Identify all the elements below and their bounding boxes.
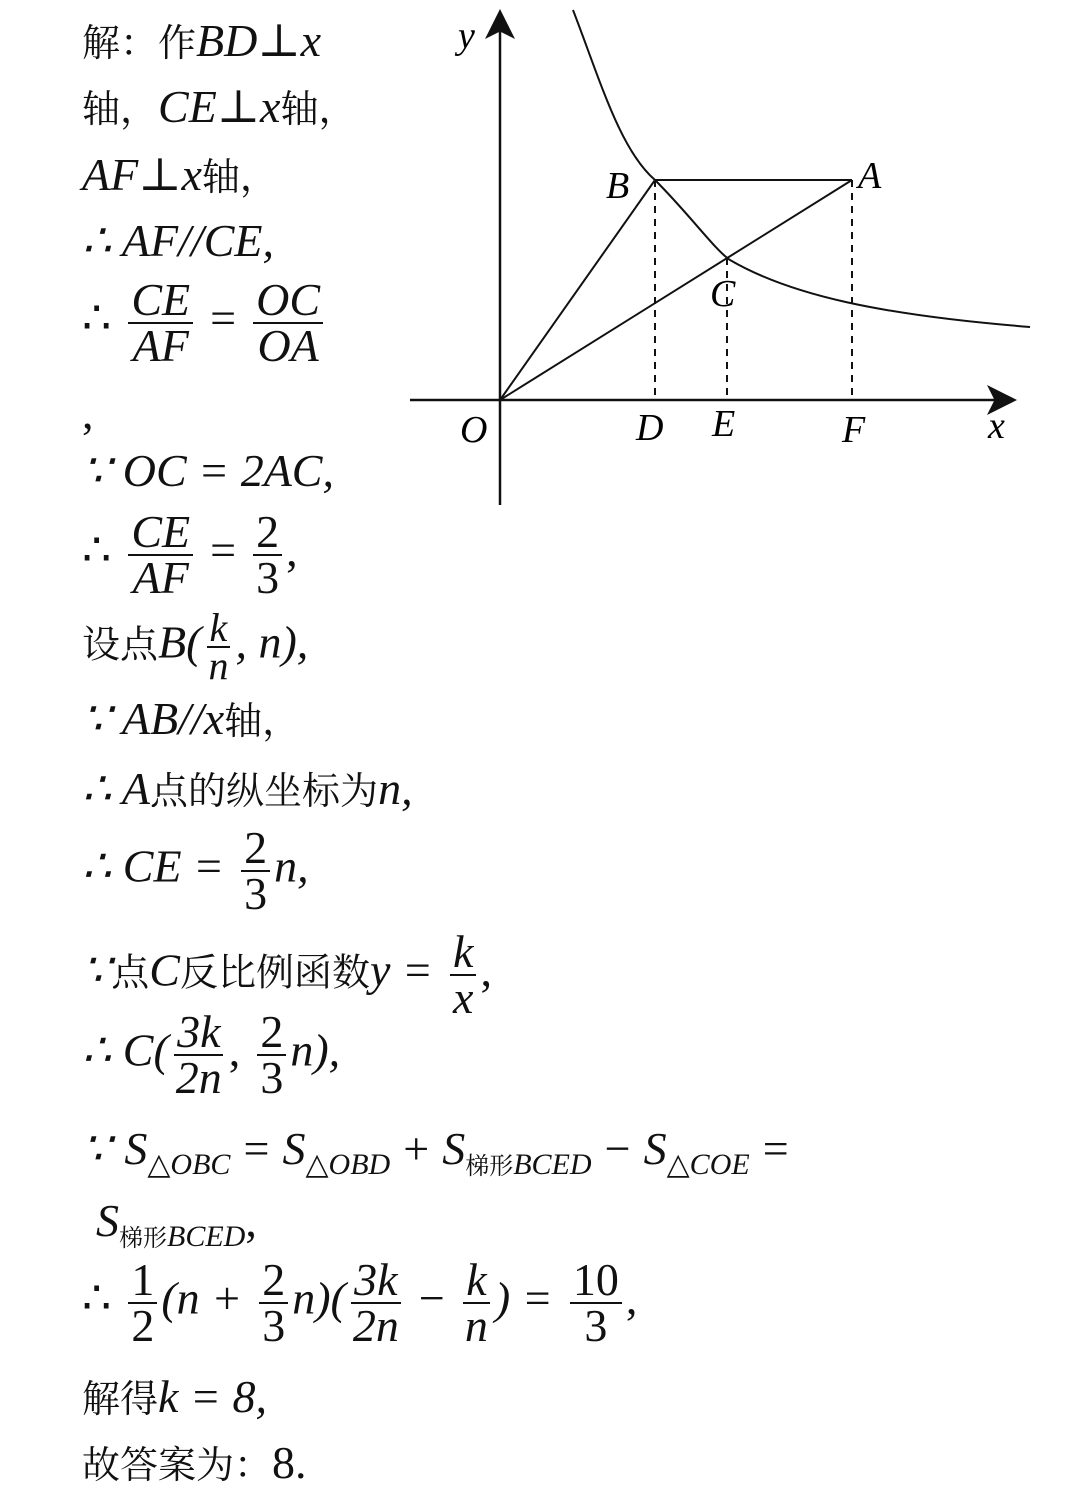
point-label-f: F [842, 409, 866, 451]
line-15-area: ∵ $S_{\triangle OBC} = S_{\triangle OBD} + S_{梯形BCED} - S_{\triangle COE}$ = [82, 1123, 789, 1181]
fraction-k-n: $\frac{k}{n}$ [208, 605, 229, 688]
line-9: 设点B( $\frac{k}{n}$ , n), [82, 605, 309, 688]
line-3: AF⊥x轴， [82, 149, 278, 200]
line-10: ∵ AB//x轴， [82, 693, 301, 744]
fraction-2-3-b: $\frac{2}{3}$ [241, 826, 270, 916]
line-7: ∵ OC = 2AC, [82, 445, 334, 496]
fraction-k-x: $\frac{k}{x}$ [450, 930, 476, 1020]
line-18: 解得k = 8, [82, 1371, 267, 1422]
point-label-b: B [606, 165, 630, 207]
point-label-d: D [636, 407, 664, 449]
line-19-answer: 故答案为：8. [82, 1437, 307, 1488]
fraction-ce-af: $\frac{CE}{AF}$ [128, 278, 193, 368]
point-label-e: E [712, 403, 736, 445]
line-17-equation: ∴ $\frac{1}{2}$ (n + $\frac{2}{3}$ n)( $\frac{3k}{2n}$ − $\frac{k}{n}$ ) = $\frac{10}{3}$ , [82, 1254, 638, 1351]
line-13: ∵点C反比例函数y = $\frac{k}{x}$ , [82, 926, 492, 1023]
line-8-ratio: ∴ $\frac{CE}{AF}$ = $\frac{2}{3}$ , [82, 506, 298, 603]
fraction-2-3-c: $\frac{2}{3}$ [257, 1010, 286, 1100]
segment-ob [500, 180, 655, 400]
line-11: ∴ A点的纵坐标为n, [82, 763, 413, 814]
line-16: $S_{梯形BCED}$, [96, 1195, 257, 1253]
line-4: ∴ AF//CE, [82, 215, 274, 266]
line-2: 轴，CE⊥x轴， [82, 81, 357, 132]
axis-y-label: y [458, 15, 475, 57]
origin-label: O [460, 409, 488, 451]
line-14: ∴ C( $\frac{3k}{2n}$ , $\frac{2}{3}$ n), [82, 1006, 341, 1103]
fraction-ce-af-2: $\frac{CE}{AF}$ [128, 510, 193, 600]
fraction-10-3: $\frac{10}{3}$ [570, 1258, 622, 1348]
fraction-3k-2n: $\frac{3k}{2n}$ [175, 1006, 222, 1103]
fraction-2-3-d: $\frac{2}{3}$ [259, 1258, 288, 1348]
fraction-1-2: $\frac{1}{2}$ [128, 1258, 157, 1348]
point-label-c: C [710, 273, 736, 315]
fraction-oc-oa: $\frac{OC}{OA}$ [253, 278, 323, 368]
hyperbola-figure [400, 0, 1040, 520]
line-1: 解：作BD⊥x [82, 15, 322, 66]
fraction-3k-2n-b: $\frac{3k}{2n}$ [352, 1254, 399, 1351]
hyperbola-curve [573, 10, 1030, 327]
fraction-k-n-b: $\frac{k}{n}$ [464, 1254, 488, 1351]
line-12: ∴ CE = $\frac{2}{3}$ n, [82, 822, 309, 919]
line-5-ratio: ∴ $\frac{CE}{AF}$ = $\frac{OC}{OA}$ [82, 278, 327, 368]
point-label-a: A [858, 155, 882, 197]
axis-x-label: x [988, 405, 1005, 447]
fraction-2-3: $\frac{2}{3}$ [253, 510, 282, 600]
line-6: , [82, 387, 94, 438]
